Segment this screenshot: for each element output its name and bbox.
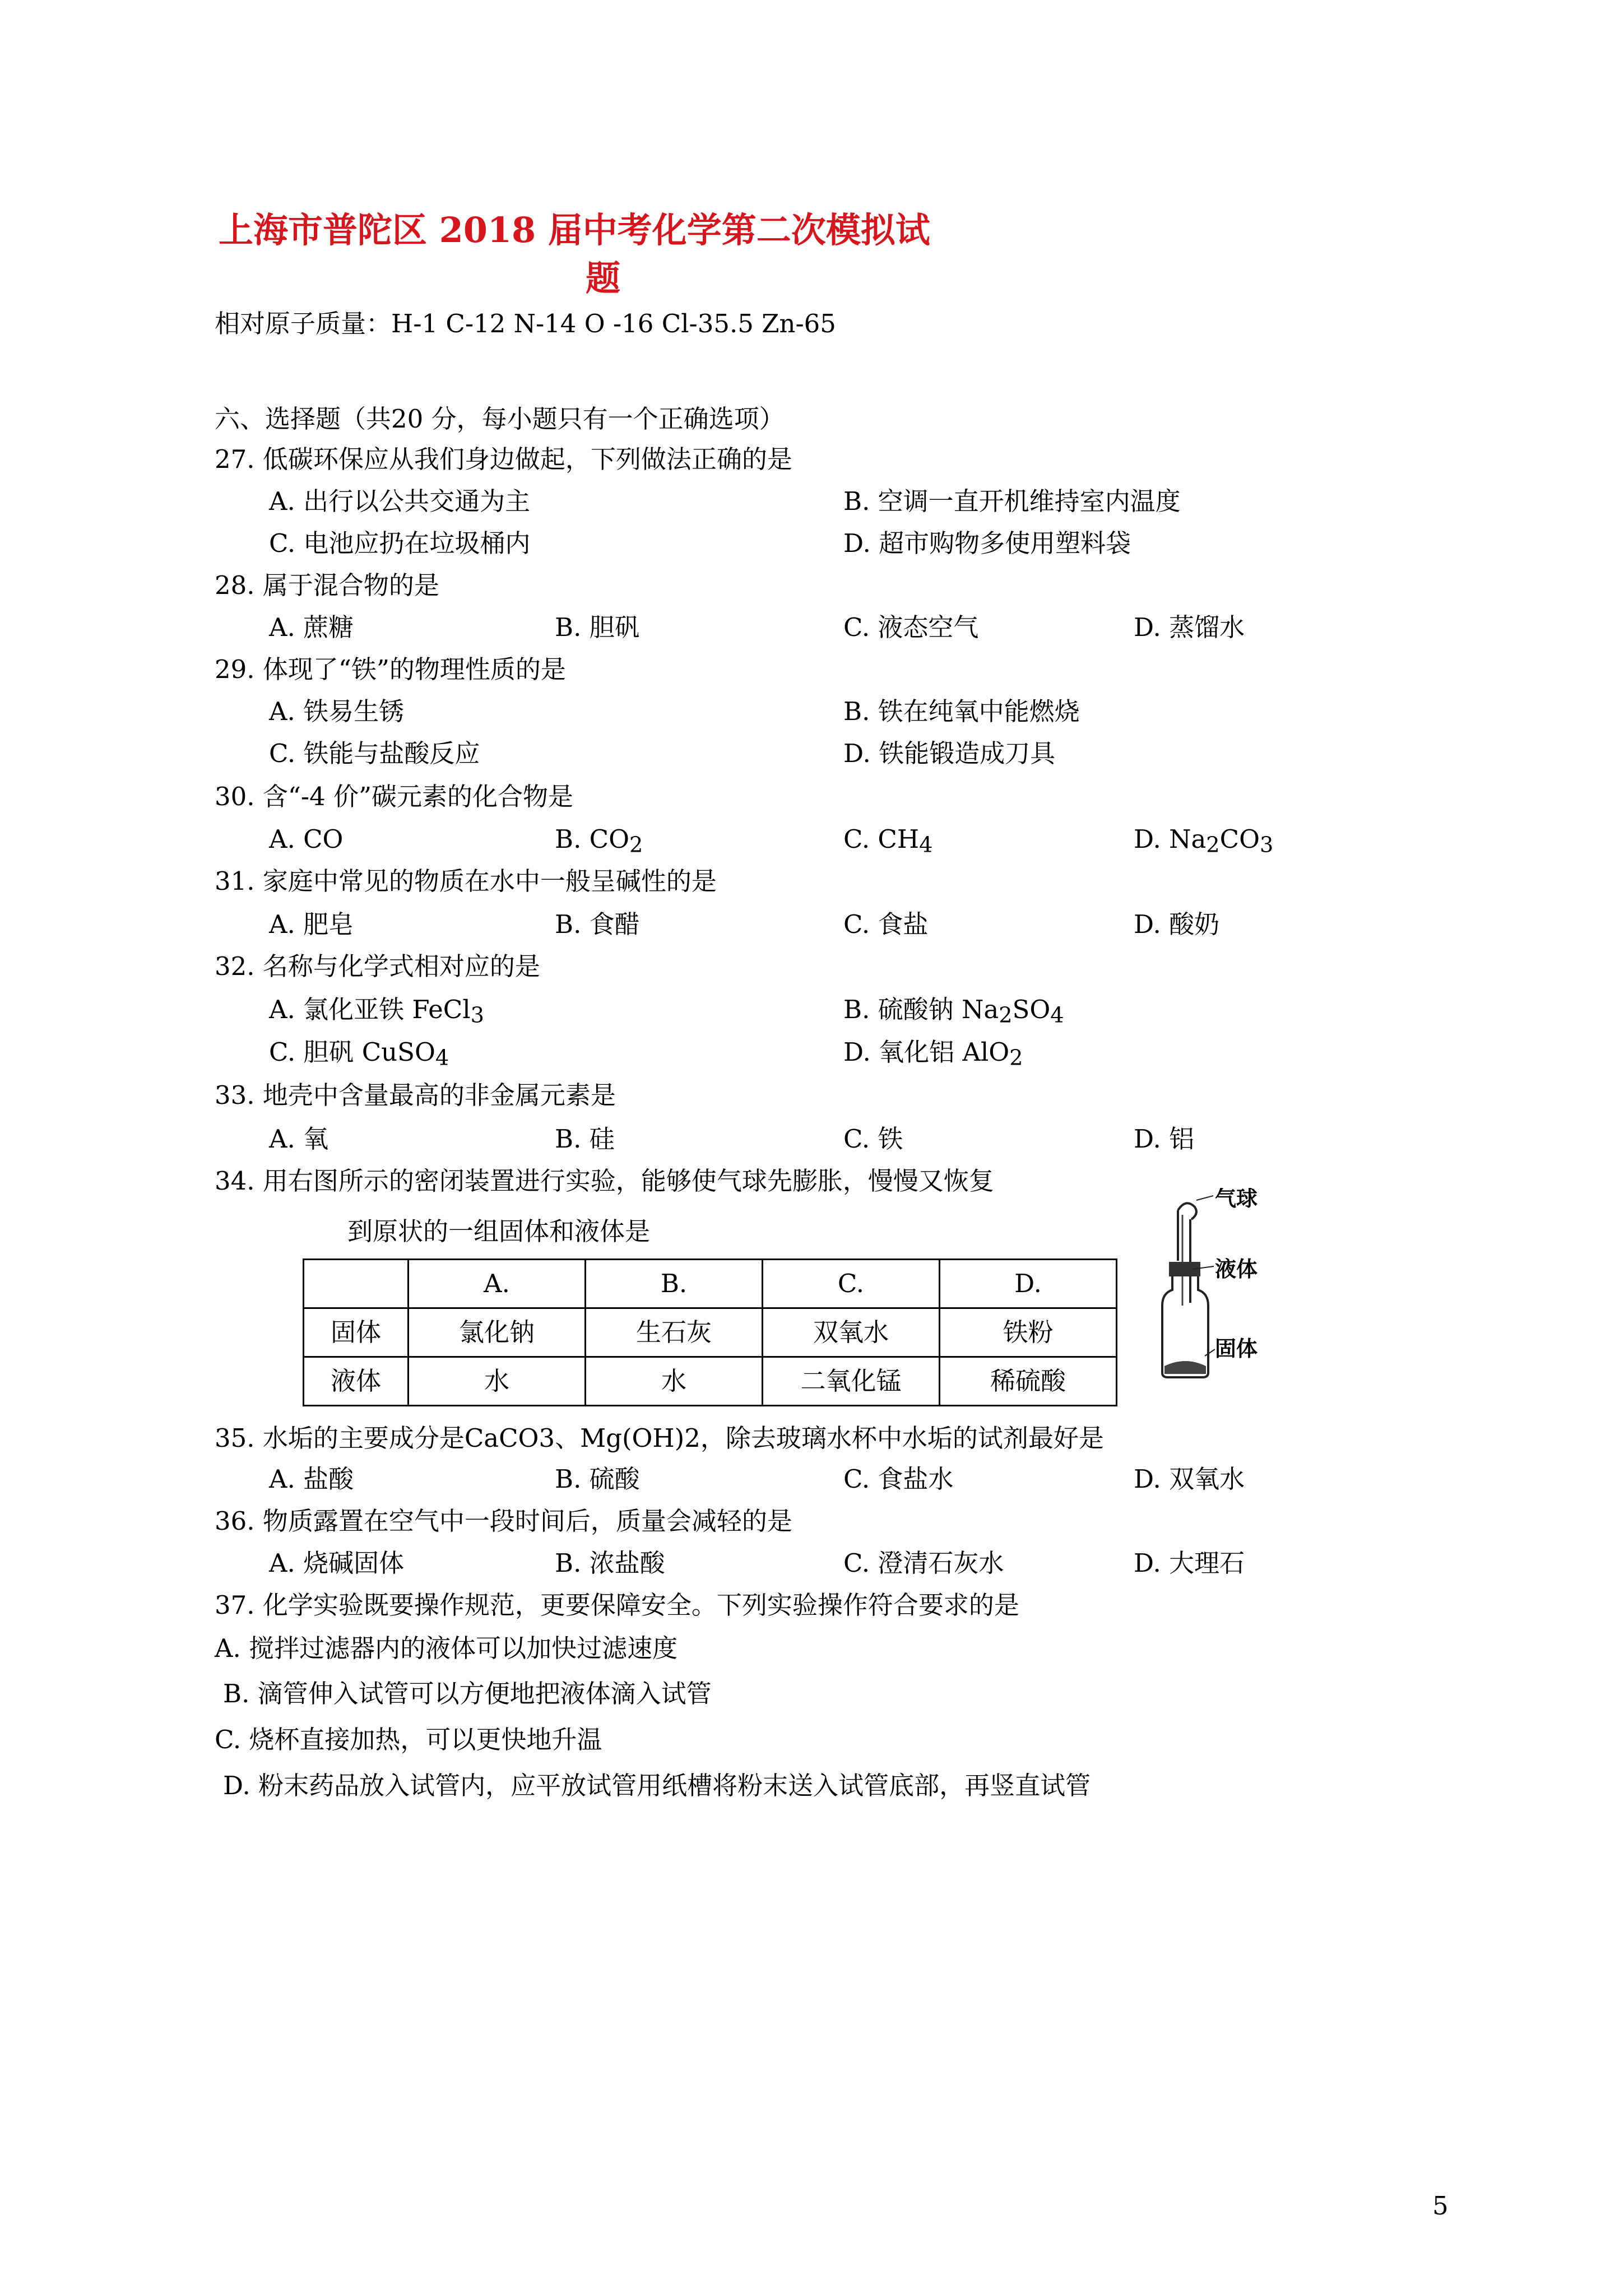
q32-option-c: C. 胆矾 CuSO$_4$ — [269, 1037, 449, 1071]
table-row — [304, 1308, 1117, 1357]
q37-stem: 37. 化学实验既要操作规范，更要保障安全。下列实验操作符合要求的是 — [215, 1590, 1019, 1620]
q31-option-b: B. 食醋 — [555, 909, 640, 939]
q29-stem: 29. 体现了“铁”的物理性质的是 — [215, 654, 566, 684]
q35-option-b: B. 硫酸 — [555, 1464, 640, 1494]
q30-option-a: A. CO — [269, 824, 344, 854]
table-cell: A. — [409, 1260, 586, 1308]
q35-stem: 35. 水垢的主要成分是CaCO3、Mg(OH)2，除去玻璃水杯中水垢的试剂最好是 — [215, 1423, 1104, 1453]
table-cell: 二氧化锰 — [763, 1357, 940, 1406]
q32-option-b: B. 硫酸钠 $Na_2SO_4$ — [843, 995, 1064, 1028]
table-cell — [304, 1260, 409, 1308]
table-row — [304, 1260, 1117, 1308]
q30-option-d: D. $Na_2CO_3$ — [1134, 824, 1274, 858]
atomic-masses: 相对原子质量：H-1 C-12 N-14 O -16 Cl-35.5 Zn-65 — [215, 309, 836, 338]
q30-option-b: B. $CO_2$ — [555, 824, 643, 858]
q33-option-b: B. 硅 — [555, 1124, 615, 1154]
q31-option-d: D. 酸奶 — [1134, 909, 1220, 939]
q28-option-c: C. 液态空气 — [843, 612, 979, 642]
balloon-pointer — [1196, 1196, 1213, 1200]
apparatus-figure — [1143, 1188, 1278, 1384]
table-cell: 稀硫酸 — [940, 1357, 1117, 1406]
q33-option-a: A. 氧 — [269, 1124, 329, 1154]
q34-options-table — [303, 1259, 1117, 1406]
q36-option-a: A. 烧碱固体 — [269, 1548, 405, 1578]
label-liquid: 液体 — [1215, 1257, 1258, 1281]
q27-stem: 27. 低碳环保应从我们身边做起，下列做法正确的是 — [215, 444, 792, 474]
q37-option-d: D. 粉末药品放入试管内，应平放试管用纸槽将粉末送入试管底部，再竖直试管 — [223, 1771, 1091, 1800]
title-line-1: 上海市普陀区 2018 届中考化学第二次模拟试 — [219, 210, 930, 250]
table-cell: 固体 — [304, 1308, 409, 1357]
q33-stem: 33. 地壳中含量最高的非金属元素是 — [215, 1080, 616, 1110]
q32-option-a: A. 氯化亚铁 FeCl$_3$ — [269, 995, 484, 1028]
table-cell: C. — [763, 1260, 940, 1308]
q29-option-b: B. 铁在纯氧中能燃烧 — [843, 696, 1080, 726]
q31-option-a: A. 肥皂 — [269, 909, 354, 939]
q35-option-d: D. 双氧水 — [1134, 1464, 1245, 1494]
q29-option-c: C. 铁能与盐酸反应 — [269, 739, 480, 768]
page-title — [219, 206, 1014, 303]
q34-stem: 34. 用右图所示的密闭装置进行实验，能够使气球先膨胀，慢慢又恢复 — [215, 1166, 994, 1196]
label-balloon: 气球 — [1215, 1188, 1258, 1211]
q30-option-c: C. $CH_4$ — [843, 824, 933, 858]
table-cell: D. — [940, 1260, 1117, 1308]
label-solid: 固体 — [1215, 1336, 1258, 1361]
q28-stem: 28. 属于混合物的是 — [215, 570, 439, 600]
q37-option-b: B. 滴管伸入试管可以方便地把液体滴入试管 — [223, 1679, 712, 1708]
q36-option-d: D. 大理石 — [1134, 1548, 1245, 1578]
q27-option-d: D. 超市购物多使用塑料袋 — [843, 528, 1131, 558]
q27-option-a: A. 出行以公共交通为主 — [269, 486, 531, 516]
table-cell: 水 — [586, 1357, 763, 1406]
solid-pointer — [1205, 1349, 1215, 1356]
table-cell: 液体 — [304, 1357, 409, 1406]
q31-option-c: C. 食盐 — [843, 909, 929, 939]
page-number: 5 — [1432, 2191, 1449, 2221]
q32-option-d: D. 氧化铝 AlO$_2$ — [843, 1037, 1023, 1071]
q37-option-c: C. 烧杯直接加热，可以更快地升温 — [215, 1725, 602, 1754]
q36-option-c: C. 澄清石灰水 — [843, 1548, 1004, 1578]
q36-option-b: B. 浓盐酸 — [555, 1548, 665, 1578]
q28-option-a: A. 蔗糖 — [269, 612, 354, 642]
q35-option-c: C. 食盐水 — [843, 1464, 954, 1494]
q35-option-a: A. 盐酸 — [269, 1464, 354, 1494]
table-cell: B. — [586, 1260, 763, 1308]
q29-option-a: A. 铁易生锈 — [269, 696, 405, 726]
q37-option-a: A. 搅拌过滤器内的液体可以加快过滤速度 — [215, 1633, 678, 1663]
table-cell: 铁粉 — [940, 1308, 1117, 1357]
solid-in-bottle — [1164, 1361, 1206, 1374]
q34-stem-continued: 到原状的一组固体和液体是 — [347, 1216, 651, 1246]
q28-option-d: D. 蒸馏水 — [1134, 612, 1245, 642]
q31-stem: 31. 家庭中常见的物质在水中一般呈碱性的是 — [215, 866, 717, 896]
table-row — [304, 1357, 1117, 1406]
q32-stem: 32. 名称与化学式相对应的是 — [215, 951, 540, 981]
q33-option-d: D. 铝 — [1134, 1124, 1195, 1154]
q29-option-d: D. 铁能锻造成刀具 — [843, 739, 1056, 768]
q28-option-b: B. 胆矾 — [555, 612, 640, 642]
q30-stem: 30. 含“-4 价”碳元素的化合物是 — [215, 782, 574, 811]
q27-option-c: C. 电池应扔在垃圾桶内 — [269, 528, 531, 558]
section-header: 六、选择题（共20 分，每小题只有一个正确选项） — [215, 404, 785, 434]
table-cell: 双氧水 — [763, 1308, 940, 1357]
table-cell: 氯化钠 — [409, 1308, 586, 1357]
table-cell: 生石灰 — [586, 1308, 763, 1357]
q33-option-c: C. 铁 — [843, 1124, 903, 1154]
table-cell: 水 — [409, 1357, 586, 1406]
q36-stem: 36. 物质露置在空气中一段时间后，质量会减轻的是 — [215, 1506, 792, 1536]
q27-option-b: B. 空调一直开机维持室内温度 — [843, 486, 1181, 516]
balloon-shape — [1178, 1203, 1196, 1219]
title-line-2: 题 — [586, 258, 621, 299]
